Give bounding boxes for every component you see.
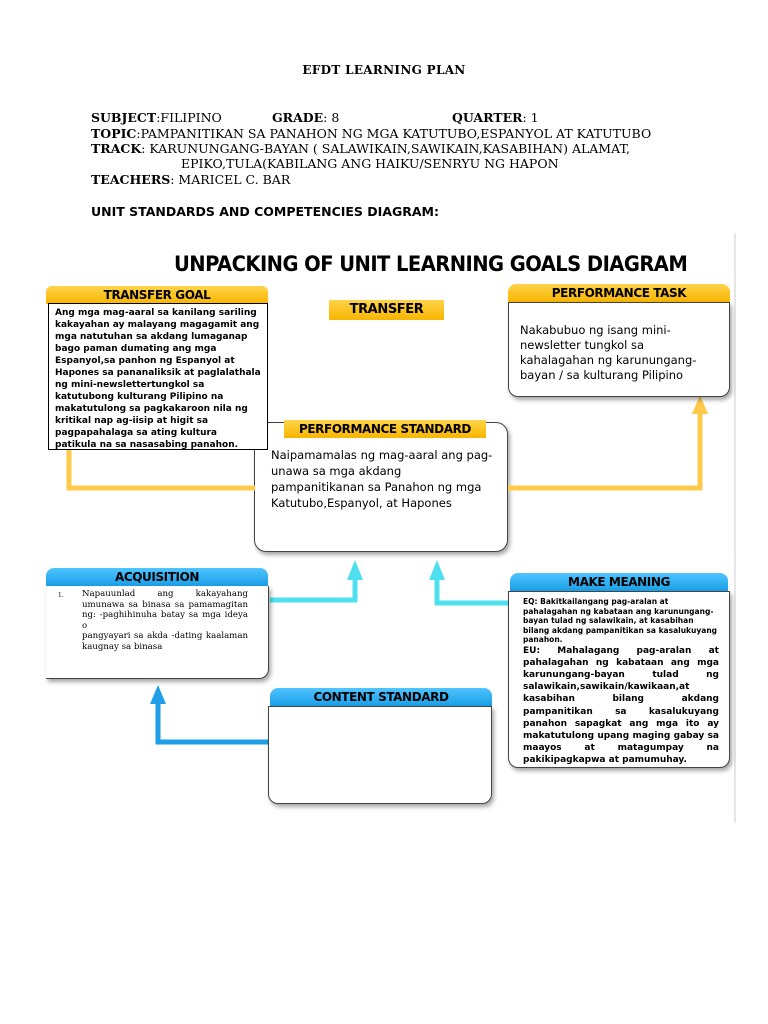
make-meaning-header: MAKE MEANING	[510, 573, 728, 591]
connector-content-standard	[158, 702, 270, 742]
acquisition-item	[82, 589, 248, 653]
track-label: TRACK	[91, 141, 142, 156]
transfer-label: TRANSFER	[329, 300, 444, 320]
connector-make-meaning	[437, 578, 509, 603]
plan-title: EFDT LEARNING PLAN	[302, 63, 466, 77]
acquisition-header: ACQUISITION	[46, 568, 268, 586]
performance-task-text: Nakabubuo ng isang mini-newsletter tungkol sa kahalagahan ng karunungang-bayan / sa kulturang Pilipino	[520, 323, 697, 382]
acquisition-line1: Napauunlad ang kakayahang	[82, 589, 248, 599]
transfer-goal-text: Ang mga mag-aaral sa kanilang sariling kakayahan ay malayang magagamit ang mga natutuhan sa akdang lumaganap bago paman dumating ang mga Espanyol,sa panhon ng Espanyol at Hapones sa pananaliksik at paglalathala ng mini-newslettertungkol sa katutubong kulturang Pilipino na makatutulong sa pagkakaroon nila ng kritikal nap ag-iisip at higit sa pagpapahalaga sa ating kultura patikula na sa nasasabing panahon.	[55, 308, 261, 450]
connector-transfer-right	[508, 412, 700, 488]
arrowhead-up-acquisition	[347, 560, 363, 580]
topic-value: :PAMPANITIKAN SA PANAHON NG MGA KATUTUBO,ESPANYOL AT KATUTUBO	[136, 126, 652, 141]
diagram-title: UNPACKING OF UNIT LEARNING GOALS DIAGRAM	[174, 252, 688, 276]
quarter-value: : 1	[522, 110, 539, 125]
grade-label: GRADE	[272, 110, 324, 125]
performance-standard-text: Naipamamalas ng mag-aaral ang pag-unawa sa mga akdang pampanitikanan sa Panahon ng mga Katutubo,Espanyol, at Hapones	[271, 448, 493, 510]
transfer-goal-box	[48, 303, 268, 450]
topic-label: TOPIC	[91, 126, 137, 141]
section-heading: UNIT STANDARDS AND COMPETENCIES DIAGRAM:	[91, 204, 439, 219]
arrowhead-up-make-meaning	[429, 560, 445, 580]
track-value-line2: EPIKO,TULA(KABILANG ANG HAIKU/SENRYU NG HAPON	[181, 156, 559, 171]
arrowhead-up-performance-task	[692, 395, 708, 414]
acquisition-box	[46, 586, 269, 679]
subject-value: :FILIPINO	[156, 110, 222, 125]
content-standard-header: CONTENT STANDARD	[270, 688, 492, 706]
acquisition-line4: pangyayari sa akda -dating kaalaman	[82, 631, 248, 642]
performance-task-box	[508, 302, 730, 397]
make-meaning-eu: EU: Mahalagang pag-aralan at pahalagahan ng kabataan ang mga karunungang-bayan tulad ng salawikain,sawikain/kawikaan,at kasabihan bilang akdang pampanitikan sa kasalukuyang panahon sapagkat ang mga ito ay makatutulong upang maging gabay sa maayos at matagumpay na pakikipagkapwa at pamumuhay.	[523, 645, 719, 766]
connector-acquisition	[270, 578, 355, 600]
acquisition-line3: ng: -paghihinuha batay sa mga ideya o	[82, 610, 248, 631]
arrowhead-up-content-standard	[150, 685, 166, 704]
teachers-value: : MARICEL C. BAR	[170, 172, 291, 187]
performance-standard-header: PERFORMANCE STANDARD	[284, 420, 486, 438]
acquisition-line2: umunawa sa binasa sa pamamagitan	[82, 599, 248, 610]
make-meaning-eq: EQ: Bakitkailangang pag-aralan at pahalagahan ng kabataan ang karunungang-bayan tulad ng salawikain, at kasabihan bilang akdang pampanitikan sa kasalukuyang panahon.	[523, 597, 718, 644]
acquisition-line5: kaugnay sa binasa	[82, 641, 163, 652]
performance-task-header: PERFORMANCE TASK	[508, 284, 730, 302]
make-meaning-box	[508, 591, 730, 768]
content-standard-box	[268, 706, 492, 804]
subject-label: SUBJECT	[91, 110, 157, 125]
transfer-goal-header: TRANSFER GOAL	[46, 286, 268, 304]
quarter-label: QUARTER	[452, 110, 523, 125]
track-value-line1: : KARUNUNGANG-BAYAN ( SALAWIKAIN,SAWIKAIN,KASABIHAN) ALAMAT,	[141, 141, 630, 156]
acquisition-item-number: 1.	[58, 592, 64, 599]
grade-value: : 8	[323, 110, 340, 125]
teachers-label: TEACHERS	[91, 172, 171, 187]
